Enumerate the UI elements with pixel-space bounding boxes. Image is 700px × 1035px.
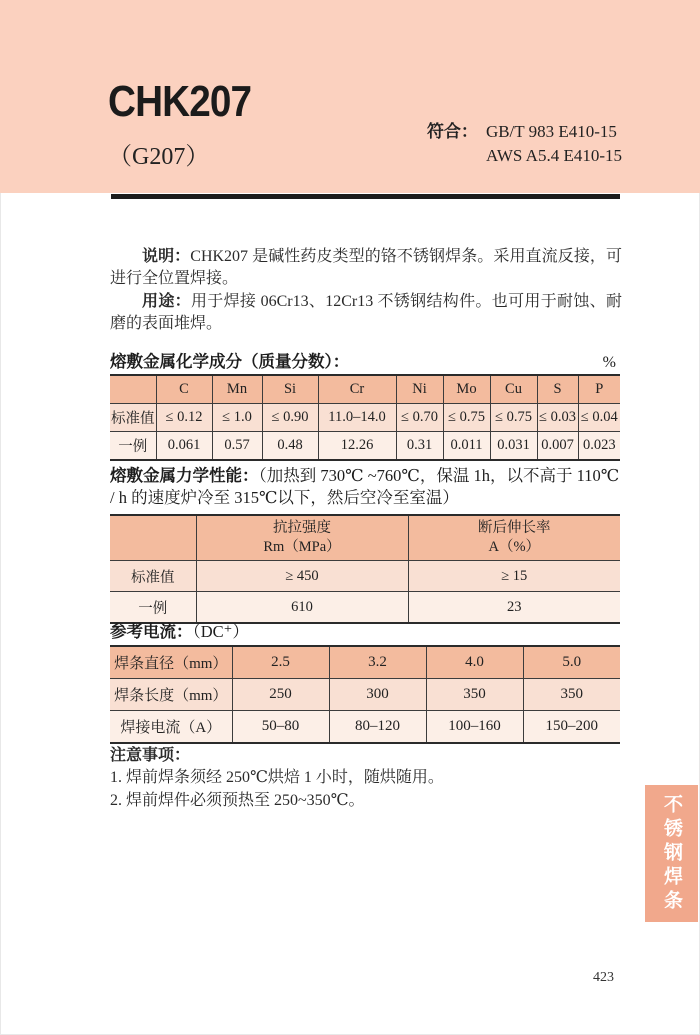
- cell-value: 0.48: [262, 432, 318, 461]
- chemistry-col-ni: Ni: [396, 375, 443, 404]
- cell-value: 0.031: [490, 432, 537, 461]
- row-label: 标准值: [110, 561, 196, 592]
- mechanical-col-elongation: [408, 515, 620, 561]
- mechanical-col-tensile: [196, 515, 408, 561]
- cell-value: 100–160: [426, 711, 523, 744]
- chemistry-unit: %: [602, 354, 616, 371]
- mechanical-title-note: （加热到 730℃ ~760℃，保温 1h，以不高于 110℃ / h 的速度炉冷至 315℃以下，然后空冷至室温）: [110, 466, 620, 507]
- current-section-title: [110, 621, 622, 643]
- product-title: CHK207: [108, 77, 252, 126]
- chemistry-col-c: C: [156, 375, 212, 404]
- chemistry-col-cu: Cu: [490, 375, 537, 404]
- notes-title: 注意事项：: [110, 747, 191, 764]
- elongation-line2: A（%）: [488, 539, 541, 555]
- cell-value: 0.061: [156, 432, 212, 461]
- mechanical-standard-row: [110, 561, 620, 592]
- compliance-standards: [486, 120, 622, 168]
- cell-value: 50–80: [232, 711, 329, 744]
- current-title-text: 参考电流：: [110, 623, 193, 641]
- chemistry-header-row: [110, 375, 620, 404]
- cell-value: ≤ 0.90: [262, 404, 318, 432]
- mechanical-example-row: [110, 592, 620, 624]
- cell-value: 11.0–14.0: [318, 404, 396, 432]
- cell-value: 250: [232, 679, 329, 711]
- yongtu-label: 用途：: [142, 292, 191, 310]
- row-label: 一例: [110, 432, 156, 461]
- cell-value: 0.023: [578, 432, 620, 461]
- row-label: 标准值: [110, 404, 156, 432]
- current-title-note: （DC⁺）: [192, 622, 249, 641]
- header-divider-rule: [111, 194, 620, 199]
- cell-value: ≤ 0.12: [156, 404, 212, 432]
- cell-value: 80–120: [329, 711, 426, 744]
- cell-value: ≥ 15: [408, 561, 620, 592]
- row-label: 焊接电流（A）: [110, 711, 232, 744]
- cell-value: 0.011: [443, 432, 490, 461]
- chemistry-col-mo: Mo: [443, 375, 490, 404]
- shuoming-text: CHK207 是碱性药皮类型的铬不锈钢焊条。采用直流反接，可进行全位置焊接。: [110, 248, 622, 288]
- compliance-standard-gbt: GB/T 983 E410-15: [485, 122, 617, 141]
- mechanical-table: [110, 514, 620, 624]
- cell-value: 5.0: [523, 646, 620, 679]
- cell-value: ≤ 1.0: [212, 404, 262, 432]
- compliance-label: 符合：: [426, 122, 478, 141]
- yongtu-text: 用于焊接 06Cr13、12Cr13 不锈钢结构件。也可用于耐蚀、耐磨的表面堆焊。: [110, 292, 622, 332]
- tensile-line1: 抗拉强度: [273, 520, 331, 536]
- category-side-tab: [645, 785, 698, 922]
- page-number: 423: [593, 970, 614, 985]
- notes-block: [110, 745, 622, 812]
- chemistry-col-si: Si: [262, 375, 318, 404]
- mechanical-corner-cell: [110, 515, 196, 561]
- mechanical-title-text: 熔敷金属力学性能：: [110, 467, 259, 485]
- cell-value: 23: [408, 592, 620, 624]
- chemistry-col-cr: Cr: [318, 375, 396, 404]
- cell-value: ≥ 450: [196, 561, 408, 592]
- current-table: [110, 645, 620, 744]
- cell-value: 4.0: [426, 646, 523, 679]
- chemistry-standard-row: [110, 404, 620, 432]
- mechanical-header-row: [110, 515, 620, 561]
- header-band: [0, 0, 700, 193]
- cell-value: ≤ 0.75: [490, 404, 537, 432]
- cell-value: 300: [329, 679, 426, 711]
- cell-value: ≤ 0.03: [537, 404, 578, 432]
- note-item: 1. 焊前焊条须经 250℃烘焙 1 小时，随烘随用。: [110, 769, 444, 787]
- chemistry-table: [110, 374, 620, 461]
- tensile-line2: Rm（MPa）: [263, 539, 341, 555]
- cell-value: ≤ 0.70: [396, 404, 443, 432]
- chemistry-corner-cell: [110, 375, 156, 404]
- chemistry-col-p: P: [578, 375, 620, 404]
- current-amperage-row: [110, 711, 620, 744]
- note-item: 2. 焊前焊件必须预热至 250~350℃。: [110, 791, 365, 809]
- paragraph-yongtu: [110, 291, 622, 336]
- cell-value: 0.007: [537, 432, 578, 461]
- current-length-row: [110, 679, 620, 711]
- chemistry-col-mn: Mn: [212, 375, 262, 404]
- cell-value: 0.57: [212, 432, 262, 461]
- chemistry-section-title: [110, 352, 622, 373]
- elongation-line1: 断后伸长率: [478, 520, 551, 536]
- row-label: 焊条长度（mm）: [110, 679, 232, 711]
- shuoming-label: 说明：: [142, 248, 191, 265]
- cell-value: ≤ 0.04: [578, 404, 620, 432]
- description-block: [110, 246, 622, 335]
- cell-value: ≤ 0.75: [443, 404, 490, 432]
- cell-value: 12.26: [318, 432, 396, 461]
- cell-value: 350: [426, 679, 523, 711]
- compliance-block: [427, 120, 622, 168]
- cell-value: 0.31: [396, 432, 443, 461]
- category-tab-label: 不锈钢焊条: [661, 793, 682, 914]
- cell-value: 3.2: [329, 646, 426, 679]
- product-subtitle: （G207）: [108, 144, 210, 170]
- mechanical-section-title: [110, 465, 622, 508]
- chemistry-col-s: S: [537, 375, 578, 404]
- row-label: 一例: [110, 592, 196, 624]
- compliance-standard-aws: AWS A5.4 E410-15: [485, 146, 622, 165]
- cell-value: 610: [196, 592, 408, 624]
- cell-value: 350: [523, 679, 620, 711]
- row-label: 焊条直径（mm）: [110, 646, 232, 679]
- chemistry-example-row: [110, 432, 620, 461]
- current-diameter-row: [110, 646, 620, 679]
- paragraph-shuoming: [110, 246, 622, 291]
- chemistry-title-text: 熔敷金属化学成分（质量分数）：: [110, 353, 350, 371]
- cell-value: 150–200: [523, 711, 620, 744]
- cell-value: 2.5: [232, 646, 329, 679]
